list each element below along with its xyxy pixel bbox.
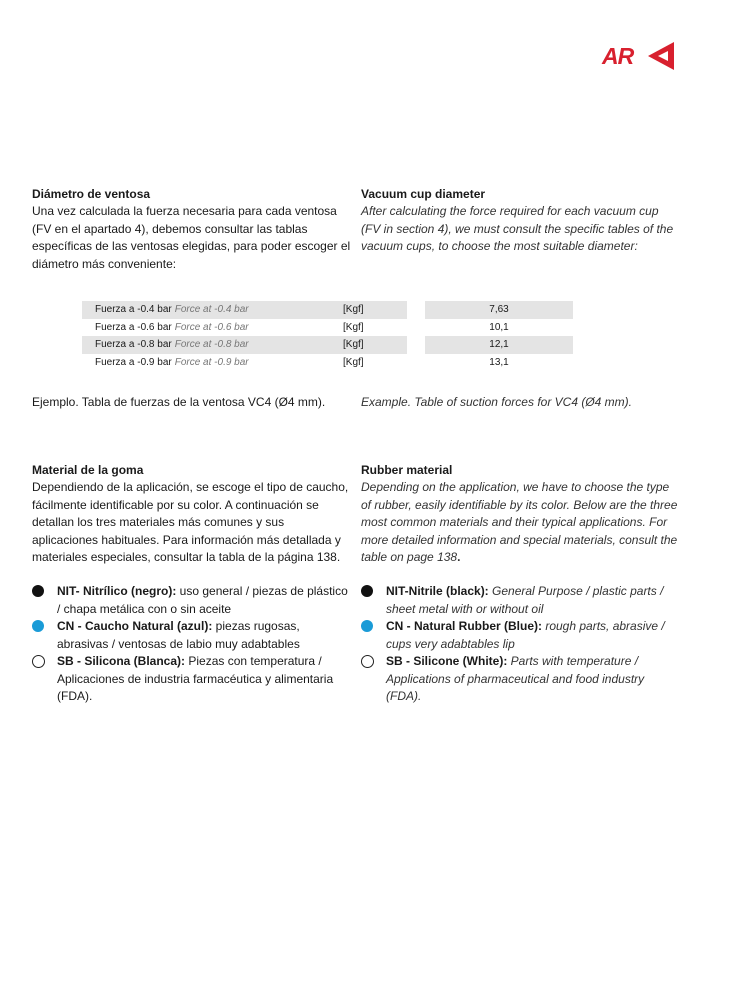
force-value: 13,1 [489, 356, 509, 368]
force-label-es: Fuerza a -0.9 bar [95, 356, 172, 368]
unit-column [343, 301, 395, 371]
rubber-body-en-end: . [457, 550, 461, 564]
diameter-body-en: After calculating the force required for each vacuum cup (FV in section 4), we must consult the specific tables of the vacuum cups, to choose the most suitable diameter: [361, 204, 674, 253]
table-row [82, 319, 573, 337]
table-caption-es: Ejemplo. Tabla de fuerzas de la ventosa VC4 (Ø4 mm). [32, 395, 326, 409]
force-label-es: Fuerza a -0.8 bar [95, 339, 172, 350]
force-unit: [Kgf] [343, 339, 364, 350]
rubber-title-en: Rubber material [361, 463, 453, 477]
white-dot-icon [361, 655, 374, 668]
logo-text: AR [602, 43, 634, 69]
force-unit: [Kgf] [343, 321, 364, 333]
force-label-en: Force at -0.6 bar [174, 321, 249, 333]
black-dot-icon [32, 585, 44, 597]
material-desc: Parts with temperature / Applications of pharmaceutical and food industry (FDA). [386, 654, 645, 703]
white-dot-icon [32, 655, 45, 668]
force-unit: [Kgf] [343, 304, 364, 315]
material-name: NIT-Nitrile (black): [386, 584, 489, 598]
force-value: 7,63 [425, 301, 573, 319]
diameter-section-es [32, 186, 352, 273]
black-dot-icon [361, 585, 373, 597]
rubber-section-es [32, 462, 352, 567]
table-row [82, 354, 573, 372]
list-item [32, 583, 352, 618]
list-item [32, 653, 352, 706]
diameter-title-en: Vacuum cup diameter [361, 187, 486, 201]
material-desc: Piezas con temperatura / Aplicaciones de industria farmacéutica y alimentaria (FDA). [57, 654, 334, 703]
material-desc: rough parts, abrasive / cups very adabtables lip [386, 619, 665, 651]
materials-list-en [361, 583, 679, 706]
rubber-section-en [361, 462, 679, 567]
blue-dot-icon [361, 620, 373, 632]
material-desc: uso general / piezas de plástico / chapa metálica con o sin aceite [57, 584, 348, 616]
force-unit: [Kgf] [343, 356, 364, 368]
list-item [32, 618, 352, 653]
diameter-section-en [361, 186, 681, 256]
diameter-title-es: Diámetro de ventosa [32, 187, 151, 201]
force-label-en: Force at -0.4 bar [174, 304, 249, 315]
table-row [82, 336, 573, 354]
force-label-en: Force at -0.9 bar [174, 356, 249, 368]
material-desc: General Purpose / plastic parts / sheet metal with or without oil [386, 584, 664, 616]
force-value: 12,1 [425, 336, 573, 354]
diameter-body-es: Una vez calculada la fuerza necesaria para cada ventosa (FV en el apartado 4), debemos consultar las tablas específicas de las ventosas elegidas, para poder escoger el diámetro más conveniente: [32, 204, 351, 271]
brand-logo [602, 40, 676, 72]
material-name: SB - Silicone (White): [386, 654, 508, 668]
rubber-body-en-text: Depending on the application, we have to choose the type of rubber, easily identifiable by its color. Below are the three most common materials and their typical applications. For more detailed information and special materials, consult the table on page 138 [361, 480, 678, 564]
table-row [82, 301, 573, 319]
table-caption-en: Example. Table of suction forces for VC4 (Ø4 mm). [361, 395, 632, 409]
rubber-title-es: Material de la goma [32, 463, 144, 477]
blue-dot-icon [32, 620, 44, 632]
force-label-es: Fuerza a -0.4 bar [95, 304, 172, 315]
material-name: CN - Caucho Natural (azul): [57, 619, 213, 633]
material-name: CN - Natural Rubber (Blue): [386, 619, 542, 633]
materials-list-es [32, 583, 352, 706]
list-item [361, 583, 679, 618]
list-item [361, 618, 679, 653]
material-name: NIT- Nitrílico (negro): [57, 584, 177, 598]
force-label-en: Force at -0.8 bar [174, 339, 249, 350]
material-desc: piezas rugosas, abrasivas / ventosas de labio muy adabtables [57, 619, 300, 651]
list-item [361, 653, 679, 706]
logo-arrow-icon [646, 42, 676, 70]
rubber-body-en [361, 479, 679, 567]
material-name: SB - Silicona (Blanca): [57, 654, 186, 668]
force-value: 10,1 [489, 321, 509, 333]
rubber-body-es: Dependiendo de la aplicación, se escoge el tipo de caucho, fácilmente identificable por su color. A continuación se detallan los tres materiales más comunes y sus aplicaciones habituales. Para información más detallada y materiales especiales, consultar la tabla de la página 138. [32, 480, 349, 564]
force-table [82, 301, 573, 371]
force-label-es: Fuerza a -0.6 bar [95, 321, 172, 333]
